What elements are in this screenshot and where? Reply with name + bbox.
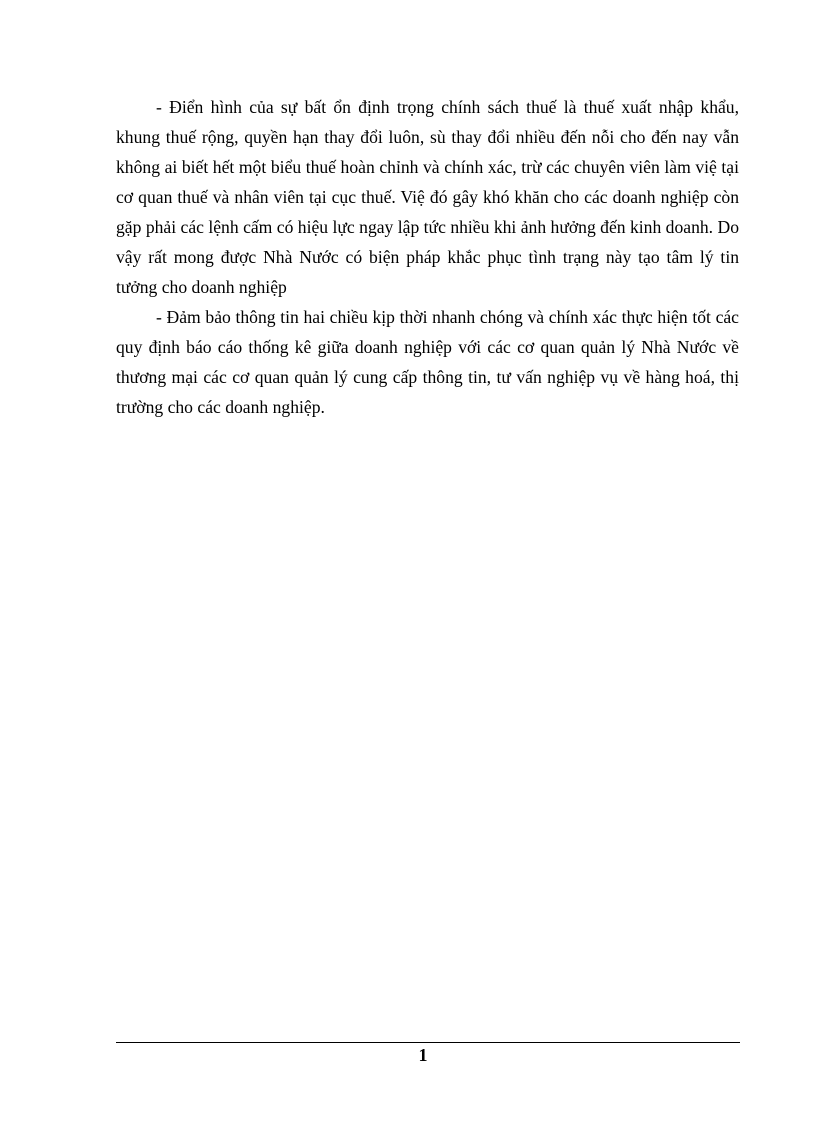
paragraph-two-way-information: - Đảm bảo thông tin hai chiều kịp thời nhanh chóng và chính xác thực hiện tốt các quy định báo cáo thống kê giữa doanh nghiệp với các cơ quan quản lý Nhà Nước về thương mại các cơ quan quản lý cung cấp thông tin, tư vấn nghiệp vụ về hàng hoá, thị trường cho các doanh nghiệp. xyxy=(116,307,739,417)
paragraph-tax-instability: - Điển hình của sự bất ổn định trọng chính sách thuế là thuế xuất nhập khẩu, khung thuế rộng, quyền hạn thay đổi luôn, sù thay đổi nhiều đến nỗi cho đến nay vẫn không ai biết hết một biểu thuế hoàn chỉnh và chính xác, trừ các chuyên viên làm việ tại cơ quan thuế và nhân viên tại cục thuế. Việ đó gây khó khăn cho các doanh nghiệp còn gặp phải các lệnh cấm có hiệu lực ngay lập tức nhiều khi ảnh hưởng đến kinh doanh. Do vậy rất mong được Nhà Nước có biện pháp khắc phục tình trạng này tạo tâm lý tin tưởng cho doanh nghiệp xyxy=(116,97,739,297)
body-text xyxy=(116,92,739,422)
page-number: 1 xyxy=(418,1045,428,1065)
